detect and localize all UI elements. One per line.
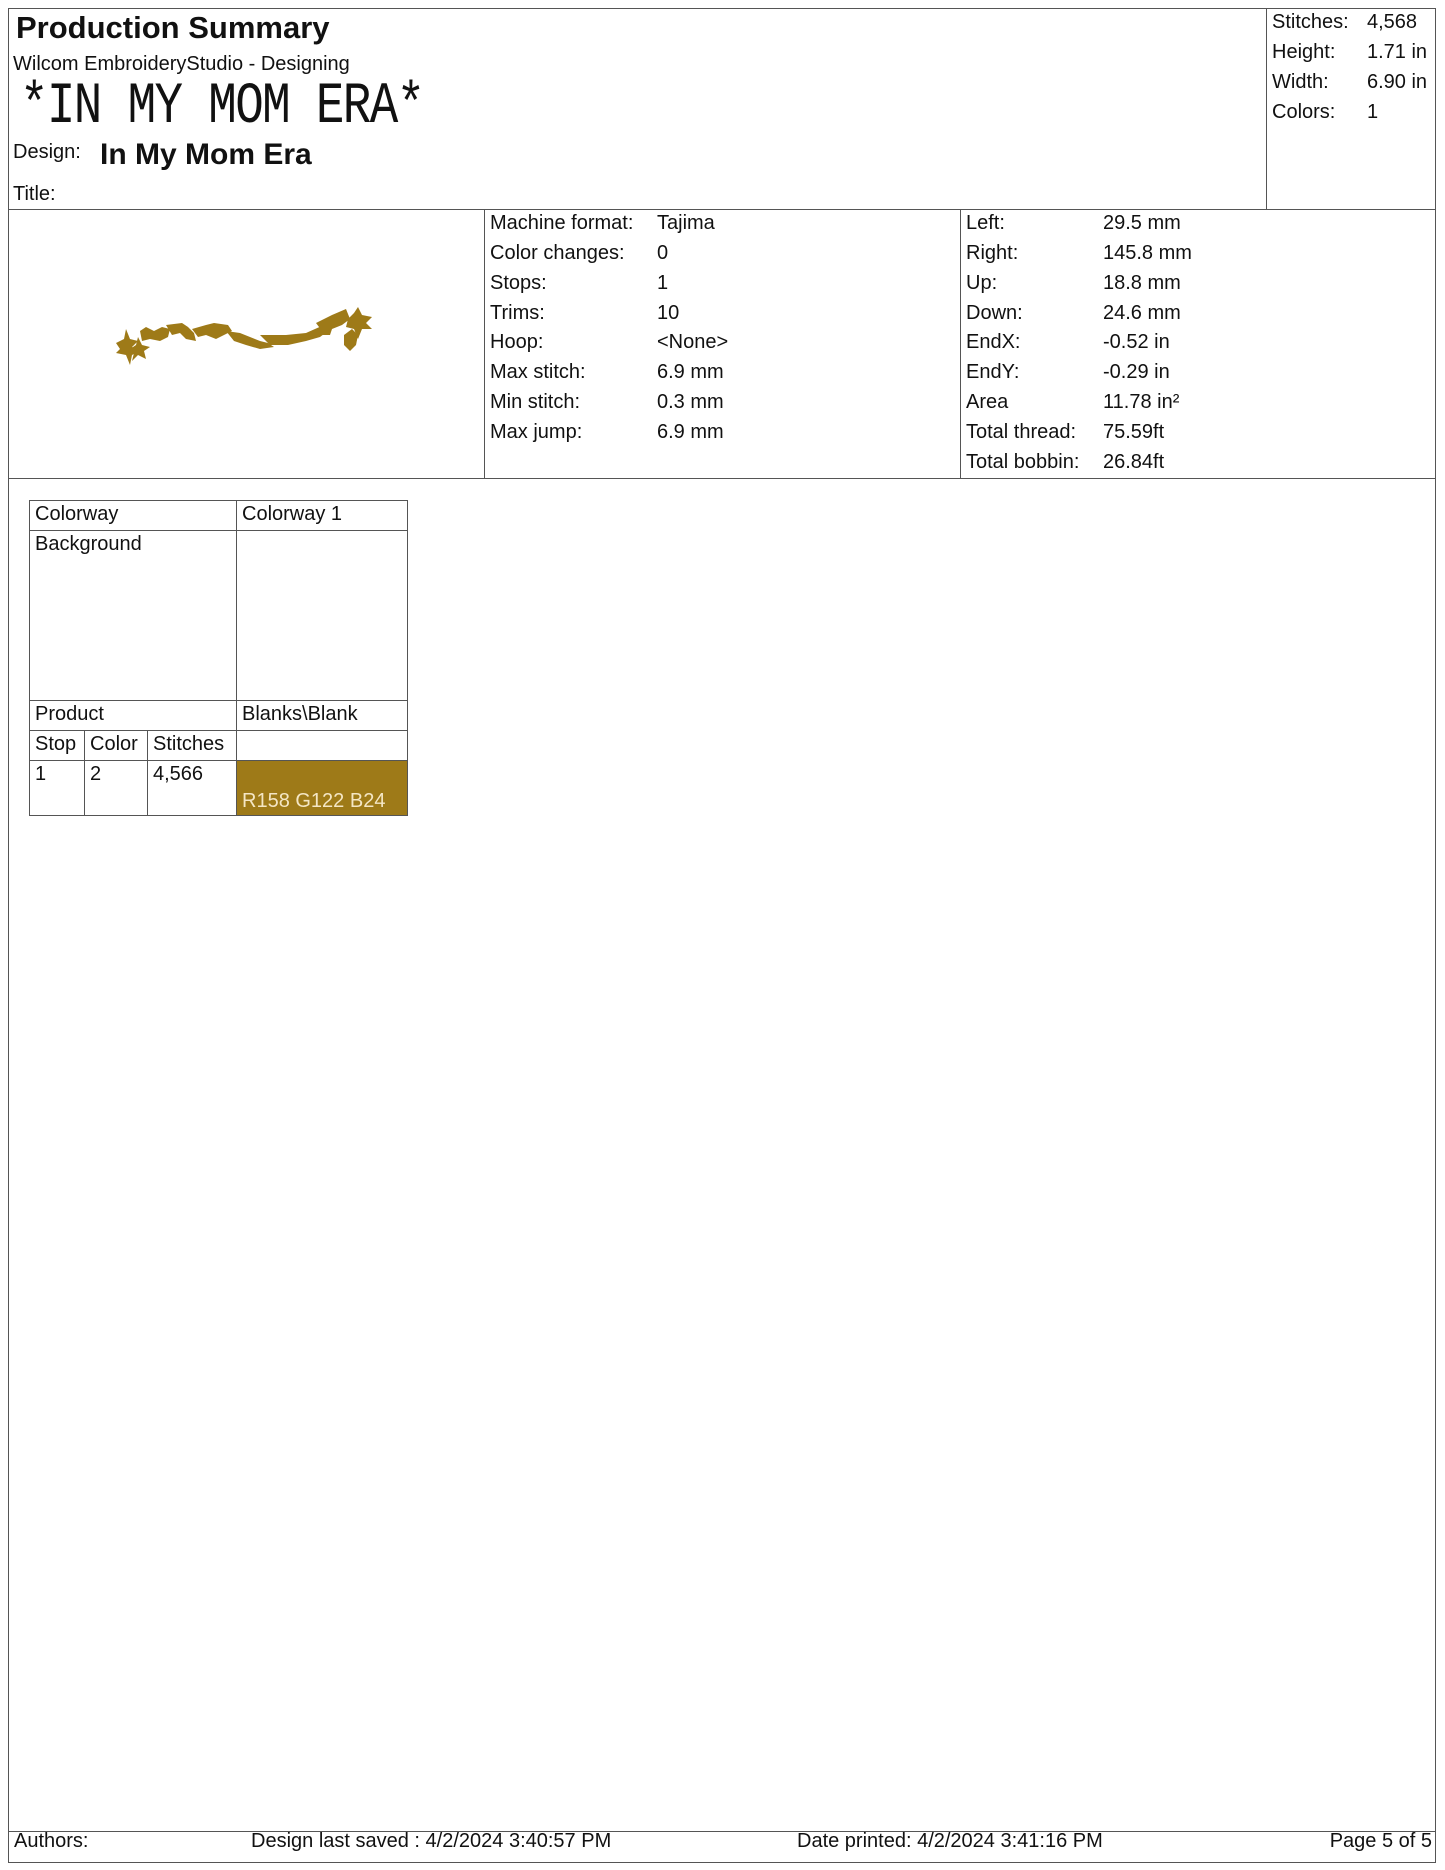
extents-label: Total bobbin: — [966, 451, 1080, 473]
design-preview — [110, 305, 390, 385]
summary-value: 1 — [1367, 101, 1379, 123]
extents-label: Left: — [966, 212, 1005, 234]
summary-label: Height: — [1272, 41, 1336, 63]
extents-value: 24.6 mm — [1103, 302, 1181, 324]
product-value: Blanks\Blank — [237, 701, 408, 731]
colorway-label: Colorway — [30, 501, 237, 531]
divider-machine — [960, 209, 961, 478]
machine-label: Machine format: — [490, 212, 634, 234]
extents-value: 145.8 mm — [1103, 242, 1192, 264]
machine-value: 10 — [657, 302, 680, 324]
extents-label: Area — [966, 391, 1009, 413]
design-lettering: *IN MY MOM ERA* — [20, 75, 424, 140]
row-stitches: 4,566 — [148, 761, 237, 816]
summary-value: 1.71 in — [1367, 41, 1428, 63]
footer-page-number: Page 5 of 5 — [1329, 1830, 1432, 1852]
extents-value: -0.29 in — [1103, 361, 1170, 383]
background-label: Background — [30, 531, 237, 701]
page-title: Production Summary — [16, 10, 330, 45]
row-stop: 1 — [30, 761, 85, 816]
row-color: 2 — [85, 761, 148, 816]
title-label: Title: — [13, 183, 56, 205]
extents-value: -0.52 in — [1103, 331, 1170, 353]
machine-label: Min stitch: — [490, 391, 581, 413]
embroidery-thread — [116, 307, 372, 365]
machine-label: Color changes: — [490, 242, 625, 264]
machine-value: 6.9 mm — [657, 361, 724, 383]
machine-label: Hoop: — [490, 331, 544, 353]
machine-value: 0.3 mm — [657, 391, 724, 413]
extents-label: Right: — [966, 242, 1019, 264]
background-value — [237, 531, 408, 701]
divider-header — [8, 209, 1436, 210]
column-header-swatch — [237, 731, 408, 761]
divider-footer — [8, 1831, 1436, 1832]
divider-info — [8, 478, 1436, 479]
divider-preview — [484, 209, 485, 478]
summary-label: Width: — [1272, 71, 1329, 93]
extents-value: 18.8 mm — [1103, 272, 1181, 294]
software-name: Wilcom EmbroideryStudio - Designing — [13, 53, 350, 75]
machine-label: Trims: — [490, 302, 545, 324]
footer-authors: Authors: — [14, 1830, 89, 1852]
design-name: In My Mom Era — [100, 138, 312, 171]
machine-label: Max jump: — [490, 421, 583, 443]
machine-label: Max stitch: — [490, 361, 586, 383]
colorway-name: Colorway 1 — [237, 501, 408, 531]
column-header-color: Color — [85, 731, 148, 761]
summary-label: Stitches: — [1272, 11, 1349, 33]
product-label: Product — [30, 701, 237, 731]
summary-label: Colors: — [1272, 101, 1336, 123]
extents-value: 75.59ft — [1103, 421, 1165, 443]
machine-value: 1 — [657, 272, 669, 294]
machine-value: 6.9 mm — [657, 421, 724, 443]
page-frame — [8, 8, 1436, 1863]
machine-value: <None> — [657, 331, 729, 353]
footer-date-printed: Date printed: 4/2/2024 3:41:16 PM — [797, 1830, 1103, 1852]
design-label: Design: — [13, 141, 81, 163]
machine-value: 0 — [657, 242, 669, 264]
machine-label: Stops: — [490, 272, 547, 294]
extents-label: EndX: — [966, 331, 1021, 353]
summary-value: 6.90 in — [1367, 71, 1428, 93]
machine-value: Tajima — [657, 212, 715, 234]
summary-value: 4,568 — [1367, 11, 1418, 33]
extents-value: 26.84ft — [1103, 451, 1165, 473]
colorway-table — [29, 500, 408, 816]
column-header-stop: Stop — [30, 731, 85, 761]
extents-label: Total thread: — [966, 421, 1077, 443]
table-row — [30, 761, 408, 816]
extents-value: 29.5 mm — [1103, 212, 1181, 234]
thread-color-swatch: R158 G122 B24 — [237, 761, 408, 816]
divider-summary — [1266, 8, 1267, 209]
extents-label: Down: — [966, 302, 1023, 324]
footer-last-saved: Design last saved : 4/2/2024 3:40:57 PM — [251, 1830, 612, 1852]
extents-label: EndY: — [966, 361, 1020, 383]
extents-value: 11.78 in² — [1103, 391, 1180, 413]
extents-label: Up: — [966, 272, 998, 294]
column-header-stitches: Stitches — [148, 731, 237, 761]
